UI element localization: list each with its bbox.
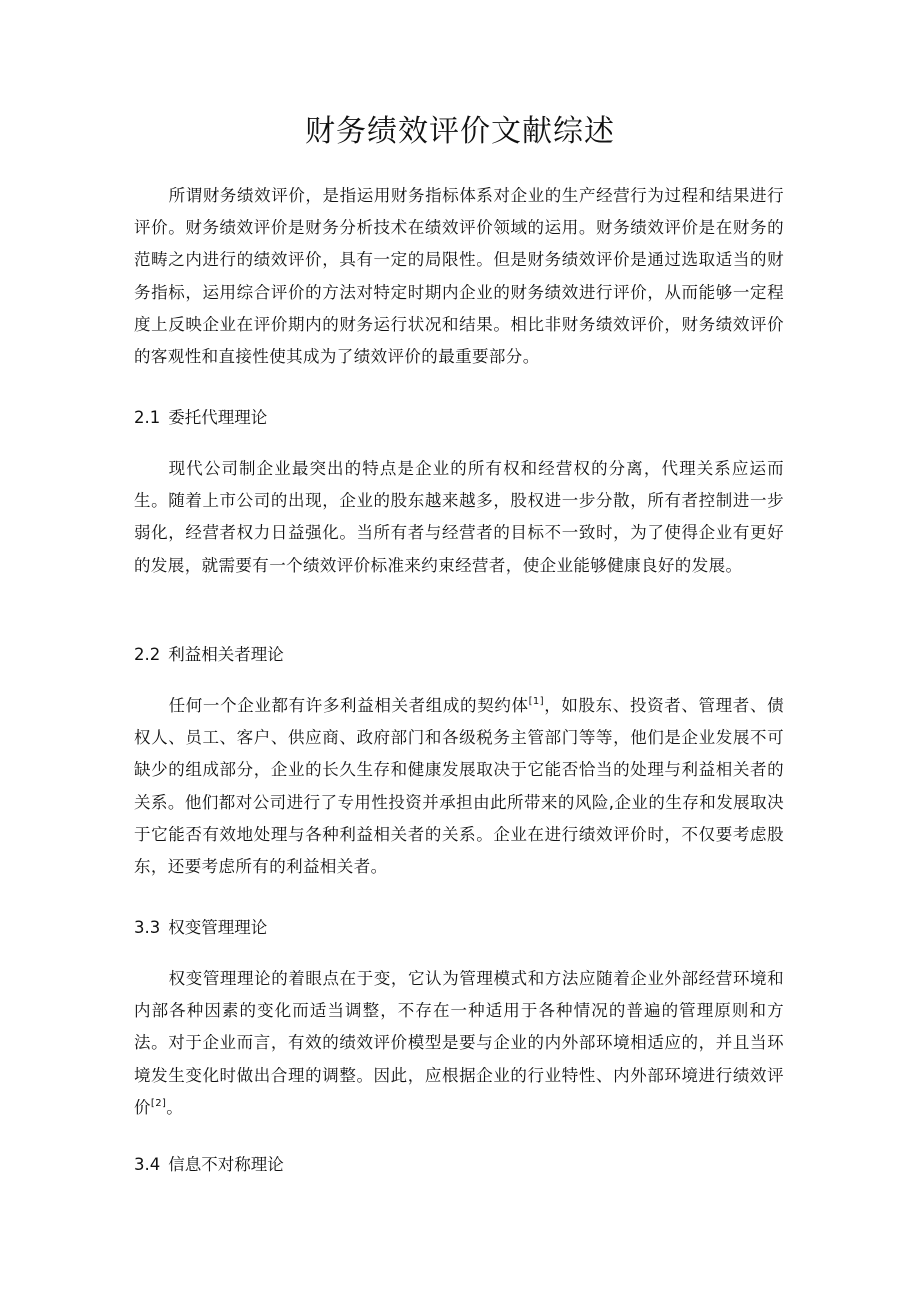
section-heading-2-2 xyxy=(134,642,284,668)
paragraph-text: 权变管理理论的着眼点在于变，它认为管理模式和方法应随着企业外部经营环境和内部各种因素的变化而适当调整，不存在一种适用于各种情况的普遍的管理原则和方法。对于企业而言，有效的绩效评价模型是要与企业的内外部环境相适应的，并且当环境发生变化时做出合理的调整。因此，应根据企业的行业特性、内外部环境进行绩效评价 xyxy=(134,969,784,1117)
section-number: 2.1 xyxy=(134,408,161,427)
section-title: 利益相关者理论 xyxy=(168,645,284,664)
section-heading-3-4 xyxy=(134,1152,284,1178)
section-number: 3.3 xyxy=(134,918,161,937)
section-paragraph-2-1: 现代公司制企业最突出的特点是企业的所有权和经营权的分离，代理关系应运而生。随着上市公司的出现，企业的股东越来越多，股权进一步分散，所有者控制进一步弱化，经营者权力日益强化。当所有者与经营者的目标不一致时，为了使得企业有更好的发展，就需要有一个绩效评价标准来约束经营者，使企业能够健康良好的发展。 xyxy=(134,459,784,575)
section-title: 信息不对称理论 xyxy=(168,1155,284,1174)
section-paragraph-3-3 xyxy=(134,963,784,1124)
citation-ref: [1] xyxy=(528,696,544,707)
citation-ref: [2] xyxy=(150,1097,167,1109)
section-heading-2-1 xyxy=(134,405,267,431)
section-heading-3-3 xyxy=(134,915,267,941)
section-number: 3.4 xyxy=(134,1155,161,1174)
intro-paragraph: 所谓财务绩效评价，是指运用财务指标体系对企业的生产经营行为过程和结果进行评价。财务绩效评价是财务分析技术在绩效评价领域的运用。财务绩效评价是在财务的范畴之内进行的绩效评价，具有一定的局限性。但是财务绩效评价是通过选取适当的财务指标，运用综合评价的方法对特定时期内企业的财务绩效进行评价，从而能够一定程度上反映企业在评价期内的财务运行状况和结果。相比非财务绩效评价，财务绩效评价的客观性和直接性使其成为了绩效评价的最重要部分。 xyxy=(134,186,784,367)
document-title: 财务绩效评价文献综述 xyxy=(305,114,615,149)
section-paragraph-2-2 xyxy=(134,690,784,883)
paragraph-text: ，如股东、投资者、管理者、债权人、员工、客户、供应商、政府部门和各级税务主管部门等等，他们是企业发展不可缺少的组成部分，企业的长久生存和健康发展取决于它能否恰当的处理与利益相关者的关系。他们都对公司进行了专用性投资并承担由此所带来的风险,企业的生存和发展取决于它能否有效地处理与各种利益相关者的关系。企业在进行绩效评价时，不仅要考虑股东，还要考虑所有的利益相关者。 xyxy=(134,696,784,877)
section-title: 委托代理理论 xyxy=(168,408,268,427)
paragraph-text: 任何一个企业都有许多利益相关者组成的契约体 xyxy=(168,696,529,715)
paragraph-text: 。 xyxy=(166,1097,184,1117)
section-title: 权变管理理论 xyxy=(168,918,268,937)
section-number: 2.2 xyxy=(134,645,161,664)
